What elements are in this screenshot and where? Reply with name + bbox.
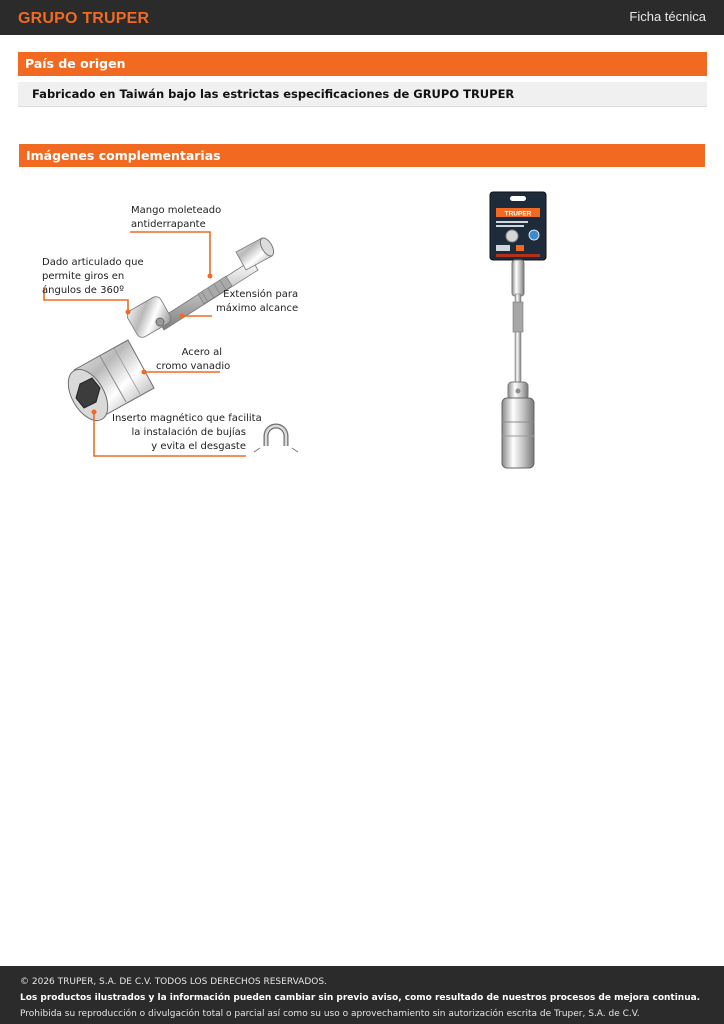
footer-notice: Los productos ilustrados y la información pueden cambiar sin previo aviso, como resultado de nuestros procesos de mejora continua. <box>20 993 701 1003</box>
footer-prohibition: Prohibida su reproducción o divulgación total o parcial así como su uso o aprovechamiento sin autorización escrita de Truper, S.A. de C.V. <box>20 1009 640 1019</box>
callout-acero <box>156 346 231 374</box>
callout-mango-line2: antiderrapante <box>131 219 206 230</box>
annotated-product-image <box>30 190 320 470</box>
callout-extension-line1: Extensión para <box>223 289 299 300</box>
callout-dado-line2: permite giros en <box>42 271 125 282</box>
callout-inserto-line3: y evita el desgaste <box>151 441 246 452</box>
blister-card <box>490 192 546 260</box>
top-header-bar <box>0 0 724 35</box>
callout-inserto-line1: Inserto magnético que facilita <box>112 413 262 424</box>
brand-logo: GRUPO TRUPER <box>18 10 150 27</box>
callout-dado <box>42 256 144 298</box>
origin-text: Fabricado en Taiwán bajo las estrictas especificaciones de GRUPO TRUPER <box>18 82 707 107</box>
section-title-origin: País de origen <box>18 52 707 76</box>
callout-acero-line2: cromo vanadio <box>156 361 231 372</box>
footer <box>0 966 724 1024</box>
callout-inserto <box>112 412 262 454</box>
callout-mango <box>131 204 221 232</box>
articulated-joint <box>125 295 173 340</box>
document-type-label: Ficha técnica <box>629 9 706 24</box>
callout-extension-line2: máximo alcance <box>216 303 299 314</box>
packaged-wrench-illustration <box>488 190 550 472</box>
callout-dado-line3: ángulos de 360º <box>42 285 124 296</box>
callout-dado-line1: Dado articulado que <box>42 257 144 268</box>
packaged-product-image <box>488 190 550 472</box>
footer-copyright: © 2026 TRUPER, S.A. DE C.V. TODOS LOS DERECHOS RESERVADOS. <box>20 977 327 987</box>
callout-inserto-line2: la instalación de bujías <box>131 427 246 438</box>
section-title-images: Imágenes complementarias <box>19 144 705 167</box>
callout-acero-line1: Acero al <box>181 347 222 358</box>
magnet-icon <box>254 426 298 452</box>
top-socket <box>236 236 276 270</box>
package-brand-text: TRUPER <box>504 210 532 218</box>
callout-extension <box>216 288 298 316</box>
callout-mango-line1: Mango moleteado <box>131 205 222 216</box>
